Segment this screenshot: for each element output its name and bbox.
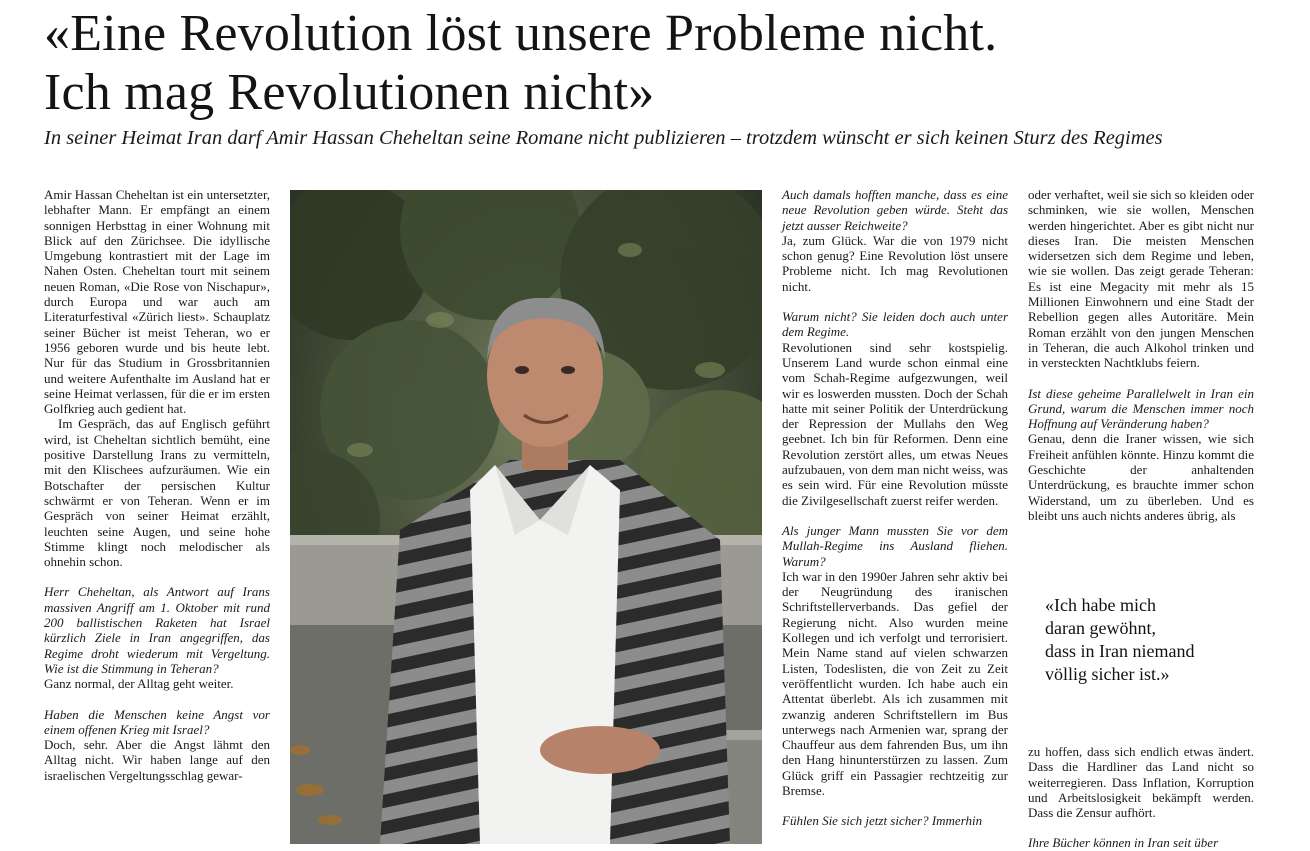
interview-answer: Genau, denn die Iraner wissen, wie sich Freiheit anfühlen könnte. Hinzu kommt die Geschichte der anhaltenden Unterdrückung, es brauchte immer schon Widerstand, um zu überleben. Und es bleibt uns auch nichts anderes übrig, als	[1028, 431, 1254, 523]
author-photo	[290, 190, 762, 844]
interview-answer: Doch, sehr. Aber die Angst lähmt den Alltag nicht. Wir haben lange auf den israelischen Vergeltungsschlag gewar-	[44, 737, 270, 783]
interview-answer: Revolutionen sind sehr kostspielig. Unserem Land wurde schon einmal eine vom Schah-Regime aufgezwungen, weil wir es loswerden mussten. Doch der Schah hatte mit seiner Politik der Unterdrückung der Repression der Mullahs den Weg geebnet. Ich bin für Reformen. Denn eine Revolution zerstört alles, um etwas Neues aufzubauen, von dem man nicht weiss, was es sein wird. Für eine Revolution müsste die Zivilgesellschaft zuerst reifer werden.	[782, 339, 1008, 508]
pull-quote-line: daran gewöhnt,	[1045, 618, 1156, 638]
interview-answer: Ganz normal, der Alltag geht weiter.	[44, 676, 234, 692]
interview-question: Als junger Mann mussten Sie vor dem Mullah-Regime ins Ausland fliehen. Warum?	[782, 522, 1008, 569]
interview-question: Auch damals hofften manche, dass es eine neue Revolution geben würde. Steht das jetzt ausser Reichweite?	[782, 187, 1008, 233]
article-column-3	[1028, 187, 1254, 523]
paragraph: Amir Hassan Cheheltan ist ein untersetzter, lebhafter Mann. Er empfängt an einem sonnigen Herbsttag in einer Wohnung mit Blick auf den Zürichsee. Die idyllische Umgebung kontrastiert mit der Lage im Nahen Osten. Cheheltan tourt mit seinem neuen Roman, «Die Rose von Nischapur», durch Europa und war auch am Literaturfestival «Zürich liest». Schauplatz seiner Bücher ist meist Teheran, wo er 1956 geboren wurde und bis heute lebt. Nur für das Studium in Grossbritannien und weitere Aufenthalte im Ausland hat er seine Heimat verlassen, für die er im ersten Golfkrieg auch gedient hat.	[44, 187, 270, 417]
interview-answer: Ja, zum Glück. War die von 1979 nicht schon genug? Eine Revolution löst unsere Probleme nicht. Ich mag Revolutionen nicht.	[782, 232, 1008, 294]
article-column-2	[782, 187, 1008, 829]
interview-answer: zu hoffen, dass sich endlich etwas ändert. Dass die Hardliner das Land nicht so weiterregieren. Dass Inflation, Korruption und Arbeitslosigkeit bekämpft werden. Dass die Zensur aufhört.	[1028, 744, 1254, 821]
headline-line-2: Ich mag Revolutionen nicht»	[44, 64, 655, 121]
pull-quote-line: völlig sicher ist.»	[1045, 664, 1170, 684]
pull-quote-line: «Ich habe mich	[1045, 595, 1156, 615]
interview-answer: Ich war in den 1990er Jahren sehr aktiv bei der Neugründung des iranischen Schriftstellerverbands. Das gefiel der Regierung nicht. Also wurden meine Kollegen und ich verfolgt und terrorisiert. Mein Name stand auf vielen schwarzen Listen, Todeslisten, die von Zeit zu Zeit veröffentlicht wurden. Ich habe auch ein Attentat überlebt. Als ich zusammen mit zwanzig anderen Schriftstellern im Bus unterwegs nach Armenien war, sprang der Chauffeur aus dem fahrenden Bus, um ihn den Hang hinunterstürzen zu lassen. Zum Glück griff ein Passagier rechtzeitig zur Bremse.	[782, 568, 1008, 798]
interview-question: Ihre Bücher können in Iran seit über	[1028, 835, 1219, 851]
interview-question: Fühlen Sie sich jetzt sicher? Immerhin	[782, 813, 983, 829]
interview-question: Ist diese geheime Parallelwelt in Iran ein Grund, warum die Menschen immer noch Hoffnung auf Veränderung haben?	[1028, 385, 1254, 432]
pull-quote	[1045, 594, 1275, 686]
portrait-illustration	[290, 190, 762, 844]
headline	[44, 4, 1284, 122]
headline-line-1: «Eine Revolution löst unsere Probleme nicht.	[44, 5, 998, 62]
article-column-3-continued	[1028, 744, 1254, 851]
interview-question: Herr Cheheltan, als Antwort auf Irans massiven Angriff am 1. Oktober mit rund 200 ballistischen Raketen hat Israel kürzlich Ziele in Iran angegriffen, das Regime droht wiederum mit Vergeltung. Wie ist die Stimmung in Teheran?	[44, 584, 270, 676]
article-column-1	[44, 187, 270, 783]
subheadline: In seiner Heimat Iran darf Amir Hassan Cheheltan seine Romane nicht publizieren – trotzdem wünscht er sich keinen Sturz des Regimes	[44, 127, 1163, 149]
interview-question: Warum nicht? Sie leiden doch auch unter dem Regime.	[782, 309, 1008, 340]
pull-quote-line: dass in Iran niemand	[1045, 641, 1195, 661]
paragraph: Im Gespräch, das auf Englisch geführt wird, ist Cheheltan sichtlich bemüht, eine positive Darstellung Irans zu vermitteln, mit den Klischees aufzuräumen. Wie ein Botschafter der persischen Kultur schwärmt er von Teheran. Wenn er im Gespräch von seiner Heimat erzählt, leuchten seine Augen, und seine hohe Stimme klingt noch melodischer als ohnehin schon.	[44, 416, 270, 570]
interview-answer: oder verhaftet, weil sie sich so kleiden oder schminken, wie sie wollen, Menschen werden hingerichtet. Aber es gibt nicht nur dieses Iran. Die meisten Menschen widersetzen sich dem Regime und leben, wie sie wollen. Das zeigt gerade Teheran: Es ist eine Megacity mit mehr als 15 Millionen Einwohnern und eine Stadt der Rebellion gegen alles Autoritäre. Mein Roman erzählt von den jungen Menschen in Teheran, die auch Alkohol trinken und in versteckten Nachtklubs feiern.	[1028, 187, 1254, 371]
interview-question: Haben die Menschen keine Angst vor einem offenen Krieg mit Israel?	[44, 706, 270, 737]
